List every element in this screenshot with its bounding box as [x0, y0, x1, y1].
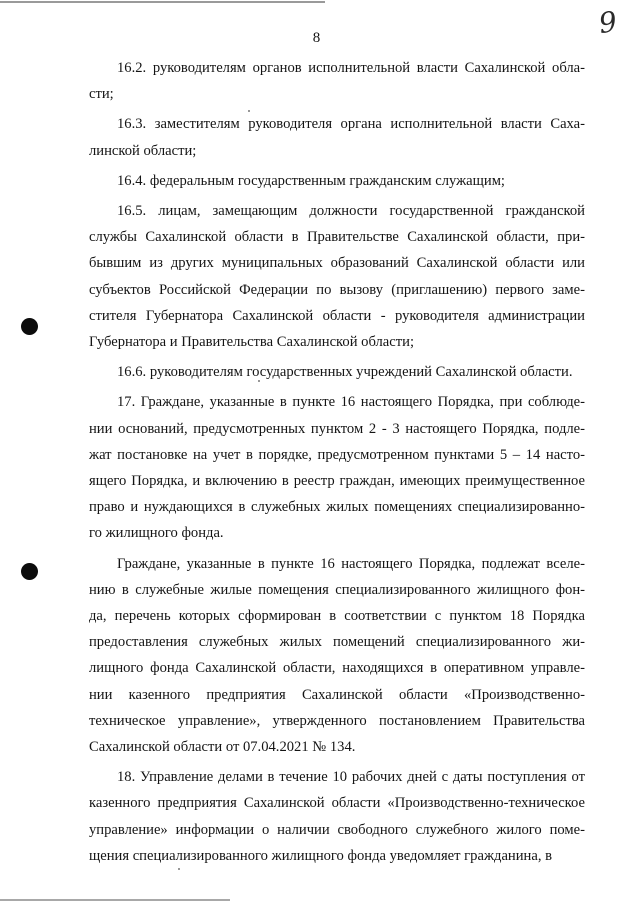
- text-line: ящего Порядка, и включению в реестр граждан, имеющих преимущественное: [89, 473, 585, 490]
- text-line: 16.4. федеральным государственным гражданским служащим;: [117, 172, 505, 189]
- text-line: техническое управление», утвержденного постановлением Правительства: [89, 712, 585, 729]
- scan-edge-bottom: [0, 899, 230, 901]
- text-line: 16.3. заместителям руководителя органа исполнительной власти Саха-: [117, 116, 585, 133]
- text-line: 16.6. руководителям государственных учреждений Сахалинской области.: [117, 364, 573, 381]
- text-line: казенного предприятия Сахалинской области «Производственно-техническое: [89, 795, 585, 812]
- text-line: Граждане, указанные в пункте 16 настоящего Порядка, подлежат вселе-: [117, 555, 585, 572]
- paragraph-17-2: [89, 551, 585, 761]
- text-line: службы Сахалинской области в Правительстве Сахалинской области, при-: [89, 229, 585, 246]
- text-line: субъектов Российской Федерации по вызову (приглашению) первого заме-: [89, 281, 585, 298]
- text-line: жат постановке на учет в порядке, предусмотренном пунктами 5 – 14 насто-: [89, 446, 585, 463]
- text-line: го жилищного фонда.: [89, 525, 224, 542]
- text-line: 18. Управление делами в течение 10 рабочих дней с даты поступления от: [117, 769, 585, 786]
- page-number: 8: [312, 30, 321, 46]
- paragraph-16-2: [89, 55, 585, 107]
- text-line: 16.2. руководителям органов исполнительной власти Сахалинской обла-: [117, 60, 585, 76]
- paragraph-16-6: [89, 359, 585, 385]
- text-line: предоставления служебных жилых помещений специализированного жи-: [89, 634, 585, 651]
- text-line: щения специализированного жилищного фонда уведомляет гражданина, в: [89, 847, 553, 864]
- text-line: нии оснований, предусмотренных пунктом 2 - 3 настоящего Порядка, подле-: [89, 420, 585, 437]
- text-line: право и нуждающихся в служебных жилых помещениях специализированно-: [89, 499, 585, 516]
- text-line: да, перечень которых сформирован в соответствии с пунктом 18 Порядка: [89, 608, 585, 625]
- text-line: 16.5. лицам, замещающим должности государственной гражданской: [117, 203, 585, 220]
- paragraph-16-4: [89, 168, 585, 194]
- handwritten-page-number: 9: [596, 4, 620, 41]
- scan-edge-top: [0, 1, 325, 3]
- text-line: лищного фонда Сахалинской области, находящихся в оперативном управле-: [89, 660, 585, 677]
- text-line: нию в служебные жилые помещения специализированного жилищного фон-: [89, 581, 585, 598]
- text-line: стителя Губернатора Сахалинской области - руководителя администрации: [89, 307, 585, 324]
- text-line: бывшим из других муниципальных образований Сахалинской области или: [89, 255, 585, 272]
- text-line: линской области;: [89, 142, 197, 159]
- text-line: нии казенного предприятия Сахалинской области «Производственно-: [89, 686, 585, 703]
- text-line: Губернатора и Правительства Сахалинской области;: [89, 334, 414, 351]
- text-line: 17. Граждане, указанные в пункте 16 настоящего Порядка, при соблюде-: [117, 394, 585, 411]
- text-line: Сахалинской области от 07.04.2021 № 134.: [89, 739, 356, 756]
- paragraph-18: [89, 764, 585, 869]
- paragraph-17: [89, 389, 585, 546]
- punch-hole-upper: [21, 318, 38, 335]
- text-line: управление» информации о наличии свободного служебного жилого поме-: [89, 821, 585, 838]
- paragraph-16-3: [89, 111, 585, 163]
- paragraph-16-5: [89, 198, 585, 355]
- text-line: сти;: [89, 86, 114, 103]
- punch-hole-lower: [21, 563, 38, 580]
- document-body: [89, 55, 585, 869]
